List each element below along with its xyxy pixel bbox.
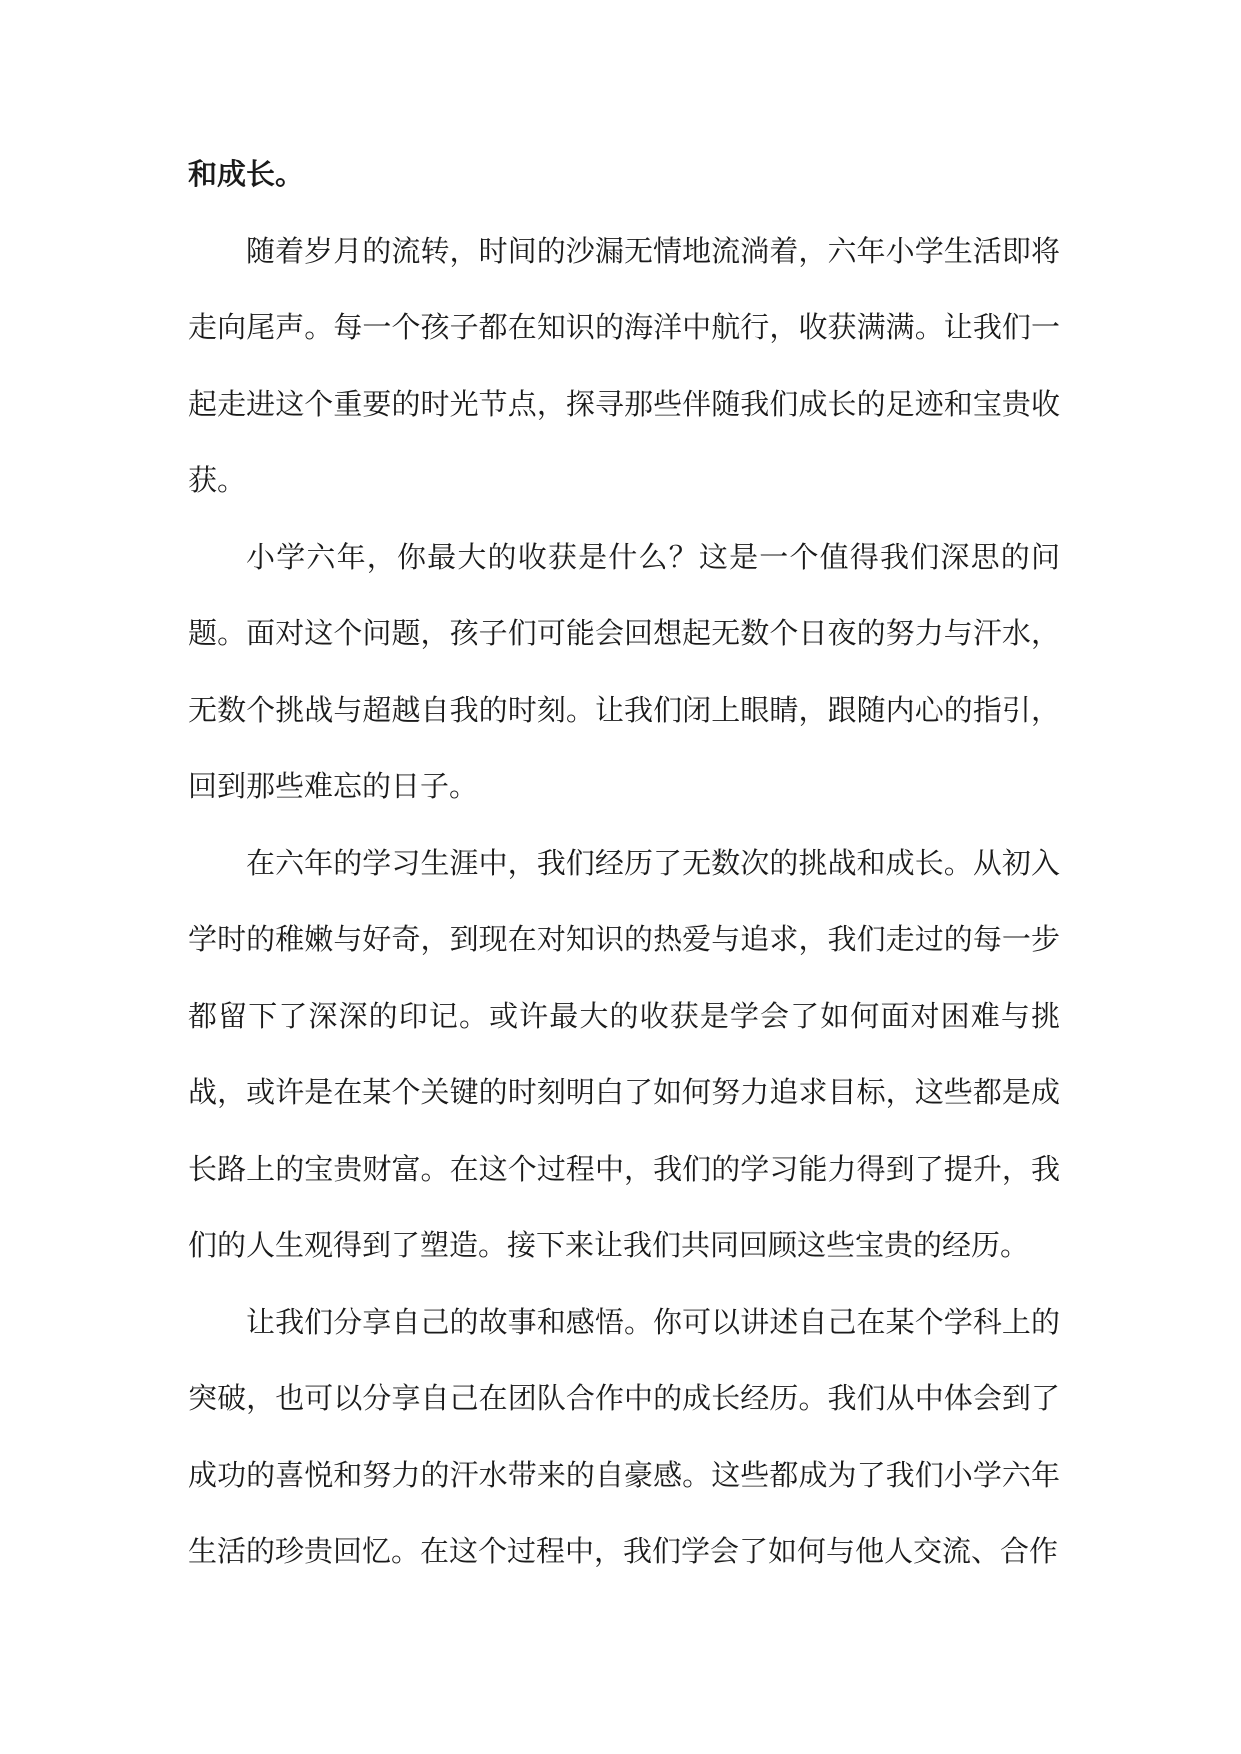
- paragraph-4: 让我们分享自己的故事和感悟。你可以讲述自己在某个学科上的突破，也可以分享自己在团队合作中的成长经历。我们从中体会到了成功的喜悦和努力的汗水带来的自豪感。这些都成为了我们小学六年生活的珍贵回忆。在这个过程中，我们学会了如何与他人交流、合作: [188, 1304, 1060, 1568]
- paragraph-2: 小学六年，你最大的收获是什么？这是一个值得我们深思的问题。面对这个问题，孩子们可能会回想起无数个日夜的努力与汗水，无数个挑战与超越自我的时刻。让我们闭上眼睛，跟随内心的指引，回到那些难忘的日子。: [188, 539, 1060, 803]
- document-body: [188, 136, 1060, 1590]
- paragraph-1: 随着岁月的流转，时间的沙漏无情地流淌着，六年小学生活即将走向尾声。每一个孩子都在知识的海洋中航行，收获满满。让我们一起走进这个重要的时光节点，探寻那些伴随我们成长的足迹和宝贵收获。: [188, 233, 1060, 497]
- paragraph-3: 在六年的学习生涯中，我们经历了无数次的挑战和成长。从初入学时的稚嫩与好奇，到现在对知识的热爱与追求，我们走过的每一步都留下了深深的印记。或许最大的收获是学会了如何面对困难与挑战，或许是在某个关键的时刻明白了如何努力追求目标，这些都是成长路上的宝贵财富。在这个过程中，我们的学习能力得到了提升，我们的人生观得到了塑造。接下来让我们共同回顾这些宝贵的经历。: [188, 845, 1060, 1262]
- heading-continuation: 和成长。: [188, 157, 305, 191]
